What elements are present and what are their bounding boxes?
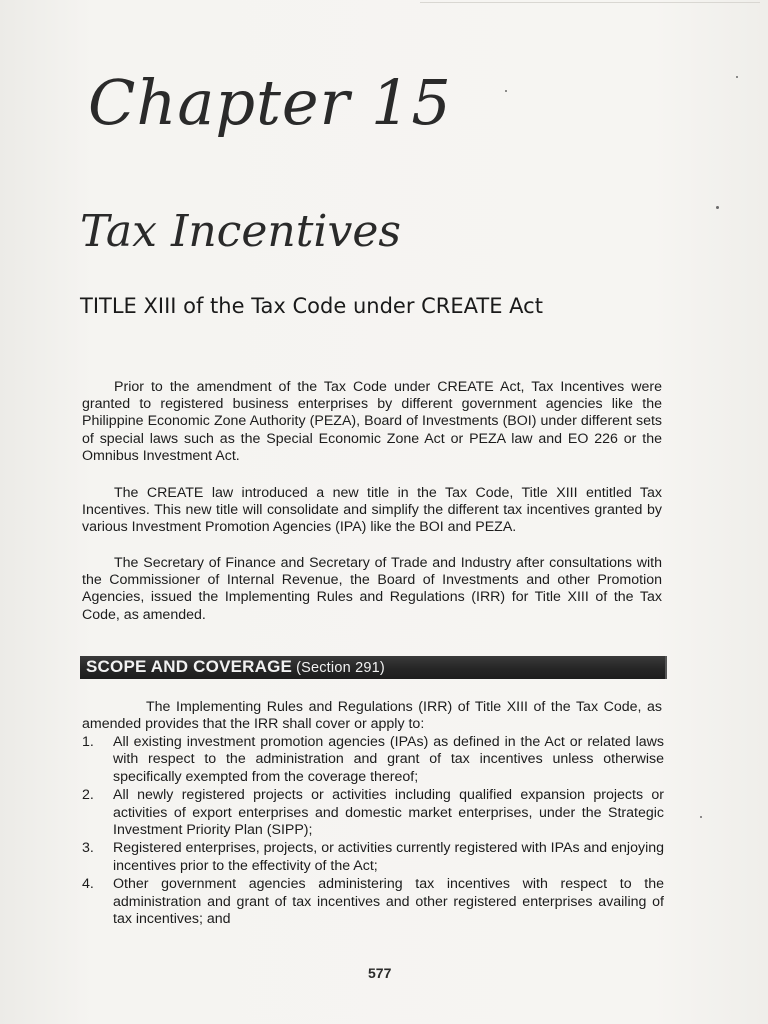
scope-list (82, 734, 664, 929)
paragraph-1 (82, 379, 662, 465)
scope-heading-bar (80, 656, 667, 679)
paragraph-2 (82, 485, 662, 537)
list-item (82, 876, 664, 928)
page-number: 577 (368, 965, 392, 981)
list-item-text: Other government agencies administering tax incentives with respect to the administration and grant of tax incentives and other registered enterprises availing of tax incentives; and (113, 876, 664, 928)
scope-section-ref: (Section 291) (296, 660, 385, 676)
list-item-text: All newly registered projects or activities including qualified expansion projects or activities of export enterprises and domestic market enterprises, under the Strategic Investment Priority Plan (SIPP); (113, 787, 664, 839)
list-item-number: 3. (82, 840, 94, 857)
scan-speck (505, 90, 507, 92)
list-item-text: All existing investment promotion agencies (IPAs) as defined in the Act or related laws with respect to the administration and grant of tax incentives unless otherwise specifically exempted from the coverage thereof; (113, 734, 664, 785)
list-item-number: 4. (82, 876, 94, 893)
paragraph-3 (82, 555, 662, 624)
scan-speck (700, 816, 702, 818)
scan-speck (736, 76, 738, 78)
list-item-number: 2. (82, 787, 94, 804)
paragraph-3-text: The Secretary of Finance and Secretary of Trade and Industry after consultations with the Commissioner of Internal Revenue, the Board of Investments and other Promotion Agencies, issued the Implementing Rules and Regulations (IRR) for Title XIII of the Tax Code, as amended. (82, 555, 662, 623)
list-item-number: 1. (82, 734, 94, 750)
list-item (82, 734, 664, 786)
chapter-subtitle: Tax Incentives (80, 206, 401, 257)
section-heading: TITLE XIII of the Tax Code under CREATE Act (80, 294, 543, 318)
scope-heading-label: SCOPE AND COVERAGE (86, 657, 293, 676)
scan-speck (716, 206, 719, 209)
chapter-title: Chapter 15 (88, 66, 452, 139)
list-item (82, 787, 664, 839)
scope-intro (82, 699, 662, 733)
paragraph-2-text: The CREATE law introduced a new title in the Tax Code, Title XIII entitled Tax Incentives. This new title will consolidate and simplify the different tax incentives granted by various Investment Promotion Agencies (IPA) like the BOI and PEZA. (82, 485, 662, 536)
list-item-text: Registered enterprises, projects, or activities currently registered with IPAs and enjoying incentives prior to the effectivity of the Act; (113, 840, 664, 874)
list-item (82, 840, 664, 875)
scope-heading (86, 657, 385, 677)
scope-intro-text: The Implementing Rules and Regulations (IRR) of Title XIII of the Tax Code, as amended provides that the IRR shall cover or apply to: (82, 699, 662, 733)
page-edge-line (420, 2, 760, 3)
paragraph-1-text: Prior to the amendment of the Tax Code under CREATE Act, Tax Incentives were granted to registered business enterprises by different government agencies like the Philippine Economic Zone Authority (PEZA), Board of Investments (BOI) under different sets of special laws such as the Special Economic Zone Act or PEZA law and EO 226 or the Omnibus Investment Act. (82, 379, 662, 464)
